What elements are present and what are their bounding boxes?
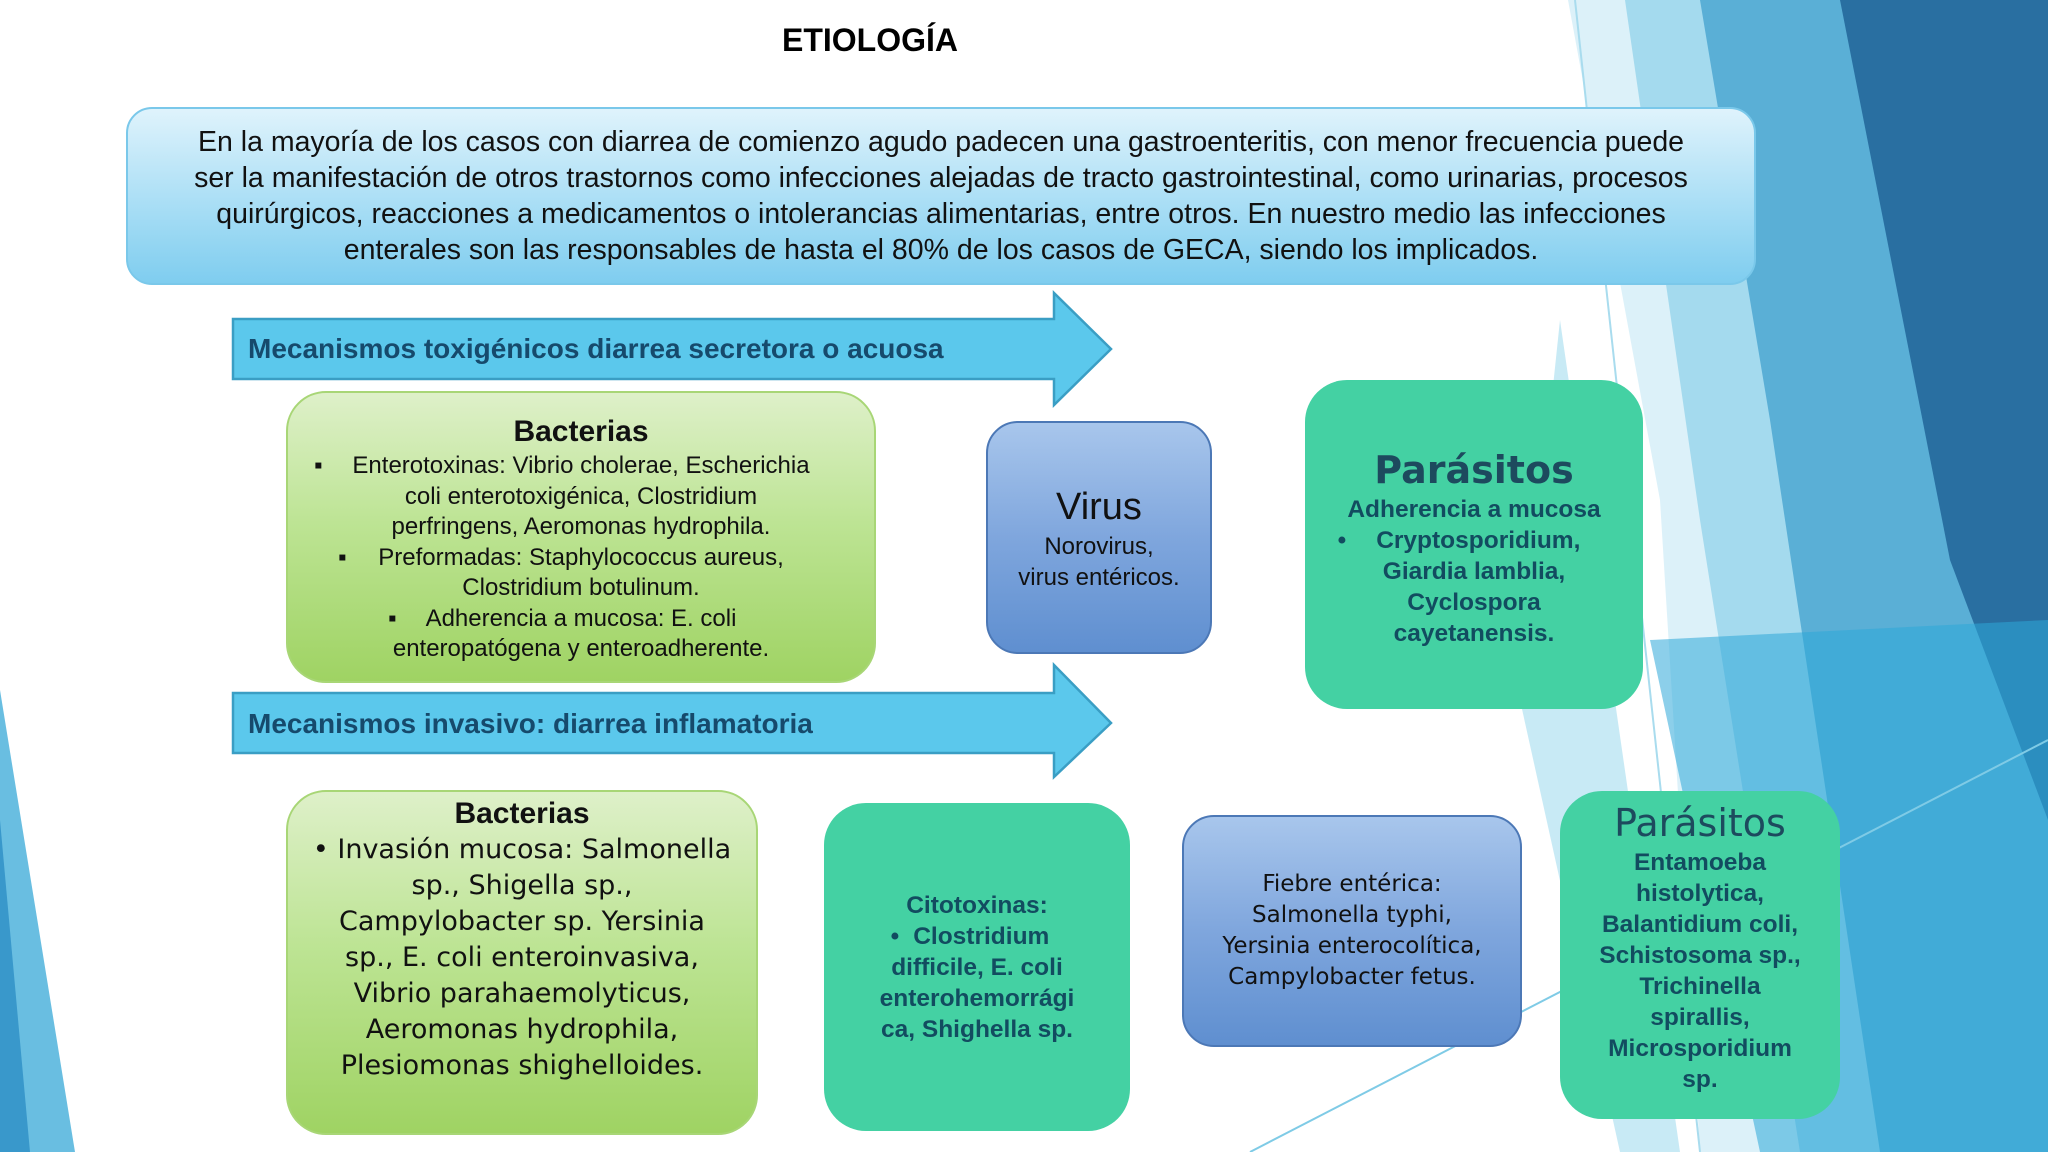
parasitos-line: histolytica,	[1636, 880, 1764, 907]
intro-line: En la mayoría de los casos con diarrea de comienzo agudo padecen una gastroenteritis, con menor frecuencia puede	[197, 126, 1685, 158]
bacterias-line: • Invasión mucosa: Salmonella	[312, 834, 732, 865]
list-item: coli enterotoxigénica, Clostridium	[404, 482, 758, 510]
parasitos-line: Schistosoma sp.,	[1599, 942, 1801, 969]
parasitos-line: Giardia lamblia,	[1382, 558, 1566, 585]
parasitos-line: sp.	[1682, 1066, 1718, 1093]
list-item: ▪ Enterotoxinas: Vibrio cholerae, Escherichia	[318, 451, 844, 482]
toxigenic-parasitos-box	[1305, 380, 1643, 709]
list-item: perfringens, Aeromonas hydrophila.	[391, 513, 771, 540]
invasive-bacterias-box	[286, 790, 758, 1135]
toxigenic-bacterias-heading: Bacterias	[513, 415, 649, 448]
list-item: Clostridium botulinum.	[462, 574, 700, 601]
parasitos-line: Adherencia a mucosa	[1347, 496, 1601, 523]
citotoxinas-line: difficile, E. coli	[891, 953, 1063, 981]
parasitos-line: Entamoeba	[1633, 849, 1767, 876]
virus-line: virus entéricos.	[1018, 563, 1180, 591]
parasitos-line: spirallis,	[1650, 1004, 1750, 1031]
fiebre-line: Campylobacter fetus.	[1228, 964, 1476, 990]
bacterias-line: sp., E. coli enteroinvasiva,	[345, 942, 699, 973]
citotoxinas-line: enterohemorrági	[879, 984, 1075, 1012]
toxigenic-parasitos-heading: Parásitos	[1374, 448, 1574, 492]
parasitos-line: Trichinella	[1639, 973, 1761, 1000]
parasitos-line: Cyclospora	[1407, 589, 1541, 616]
fiebre-line: Fiebre entérica:	[1262, 871, 1442, 897]
citotoxinas-line: Citotoxinas:	[906, 891, 1048, 919]
invasive-bacterias-heading: Bacterias	[454, 797, 590, 830]
citotoxinas-line: ca, Shighella sp.	[881, 1015, 1073, 1043]
bullet-icon: •	[1337, 527, 1347, 554]
virus-line: Norovirus,	[1044, 532, 1154, 560]
intro-line: enterales son las responsables de hasta el 80% de los casos de GECA, siendo los implicados.	[343, 234, 1539, 266]
bullet-icon: •	[890, 922, 900, 950]
invasive-parasitos-heading: Parásitos	[1614, 801, 1786, 845]
invasive-arrow-label: Mecanismos invasivo: diarrea inflamatoria	[248, 708, 813, 739]
toxigenic-arrow-label: Mecanismos toxigénicos diarrea secretora o acuosa	[248, 333, 944, 364]
fiebre-line: Salmonella typhi,	[1252, 902, 1452, 928]
toxigenic-bacterias-list	[318, 451, 844, 665]
parasitos-line: Balantidium coli,	[1601, 911, 1799, 938]
fiebre-enterica-box	[1182, 815, 1522, 1047]
intro-line: quirúrgicos, reacciones a medicamentos o intolerancias alimentarias, entre otros. En nuestro medio las infecciones	[216, 198, 1666, 230]
list-item: enteropatógena y enteroadherente.	[392, 635, 770, 662]
bacterias-line: sp., Shigella sp.,	[411, 870, 633, 901]
toxigenic-bacterias-box	[286, 391, 876, 683]
bacterias-line: Aeromonas hydrophila,	[365, 1014, 679, 1045]
citotoxinas-box	[824, 803, 1130, 1131]
fiebre-line: Yersinia enterocolítica,	[1222, 933, 1482, 959]
invasive-parasitos-box	[1560, 791, 1840, 1119]
page-title: ETIOLOGÍA	[782, 22, 958, 58]
virus-heading: Virus	[1056, 485, 1142, 528]
bacterias-line: Vibrio parahaemolyticus,	[353, 978, 691, 1009]
parasitos-line: • Cryptosporidium,	[1337, 527, 1581, 554]
intro-text-box	[126, 107, 1756, 285]
bacterias-line: Campylobacter sp. Yersinia	[339, 906, 705, 937]
bacterias-line: Plesiomonas shighelloides.	[340, 1050, 704, 1081]
parasitos-line: cayetanensis.	[1393, 620, 1555, 647]
citotoxinas-line: • Clostridium	[890, 922, 1050, 950]
list-item: ▪ Preformadas: Staphylococcus aureus,	[318, 543, 844, 574]
list-item: ▪ Adherencia a mucosa: E. coli	[318, 604, 844, 635]
intro-line: ser la manifestación de otros trastornos como infecciones alejadas de tracto gastrointestinal, como urinarias, procesos	[194, 162, 1688, 194]
parasitos-line: Microsporidium	[1608, 1035, 1792, 1062]
virus-box	[986, 421, 1212, 654]
